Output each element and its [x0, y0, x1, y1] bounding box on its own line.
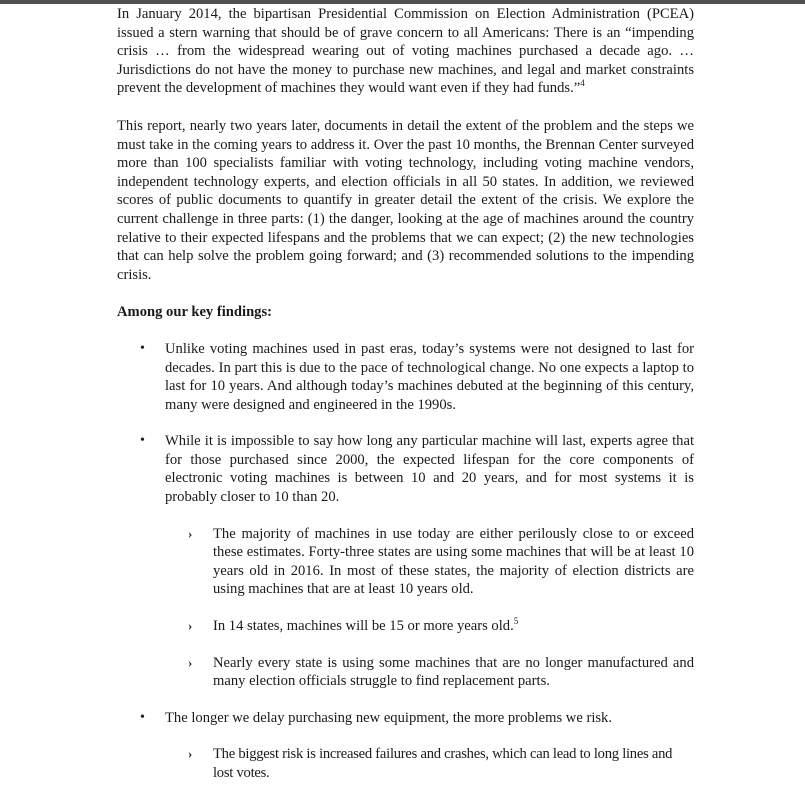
finding-item-2: [117, 432, 694, 691]
intro-paragraph: [117, 5, 694, 98]
sub-findings-list: [165, 525, 694, 691]
findings-list: [117, 340, 694, 783]
sub-finding-text: [213, 617, 694, 636]
chevron-right-icon: ›: [188, 525, 193, 541]
sub-finding-text: Nearly every state is using some machines that are no longer manufactured and many election officials struggle to find replacement parts.: [213, 654, 694, 690]
finding-text: The longer we delay purchasing new equipment, the more problems we risk.: [165, 709, 613, 726]
sub-finding-item-1: [165, 525, 694, 599]
finding-item-1: [117, 340, 694, 414]
bullet-icon: •: [140, 433, 145, 449]
bullet-icon: •: [140, 709, 145, 725]
finding-text: Unlike voting machines used in past eras, today’s systems were not designed to last for decades. In part this is due to the pace of technological change. No one expects a laptop to last for 10 years. And although today’s machines debuted at the beginning of this century, many were designed and engineered in the 1990s.: [165, 340, 694, 413]
finding-item-3: [117, 709, 694, 783]
sub-finding-text: The majority of machines in use today are either perilously close to or exceed these estimates. Forty-three states are using some machines that will be at least 10 years old in 2016. In most of these states, the majority of election districts are using machines that are at least 10 years old.: [213, 525, 694, 598]
sub-finding-text-main: In 14 states, machines will be 15 or more years old.: [213, 618, 514, 635]
footnote-ref-5[interactable]: 5: [513, 616, 519, 627]
sub-finding-item-3: [165, 654, 694, 691]
chevron-right-icon: ›: [188, 746, 193, 762]
sub-finding-item-4: [165, 745, 694, 782]
report-paragraph: This report, nearly two years later, documents in detail the extent of the problem and the steps we must take in the coming years to address it. Over the past 10 months, the Brennan Center surveyed more than 100 specialists familiar with voting technology, including voting machine vendors, independent technology experts, and election officials in all 50 states. In addition, we reviewed scores of public documents to quantify in greater detail the extent of the crisis. We explore the current challenge in three parts: (1) the danger, looking at the age of machines around the country relative to their expected lifespans and the problems that we can expect; (2) the new technologies that can help solve the problem going forward; and (3) recommended solutions to the impending crisis.: [117, 117, 694, 283]
intro-paragraph-text: In January 2014, the bipartisan Presidential Commission on Election Administration (PCEA) issued a stern warning that should be of grave concern to all Americans: There is an “impending crisis … from the widespread wearing out of voting machines purchased a decade ago. … Jurisdictions do not have the money to purchase new machines, and legal and market constraints prevent the development of machines they would want even if they had funds.”: [117, 6, 694, 97]
finding-text: While it is impossible to say how long any particular machine will last, experts agree that for those purchased since 2000, the expected lifespan for the core components of electronic voting machines is between 10 and 20 years, and for most systems it is probably closer to 10 than 20.: [165, 433, 694, 506]
chevron-right-icon: ›: [188, 654, 193, 670]
bullet-icon: •: [140, 340, 145, 356]
document-page: [117, 4, 694, 801]
key-findings-heading: Among our key findings:: [117, 304, 273, 321]
footnote-ref-4[interactable]: 4: [580, 78, 585, 89]
sub-finding-item-2: [165, 617, 694, 636]
sub-findings-list: [165, 745, 694, 782]
sub-finding-text: The biggest risk is increased failures and crashes, which can lead to long lines and lost votes.: [213, 746, 673, 781]
chevron-right-icon: ›: [188, 618, 193, 634]
